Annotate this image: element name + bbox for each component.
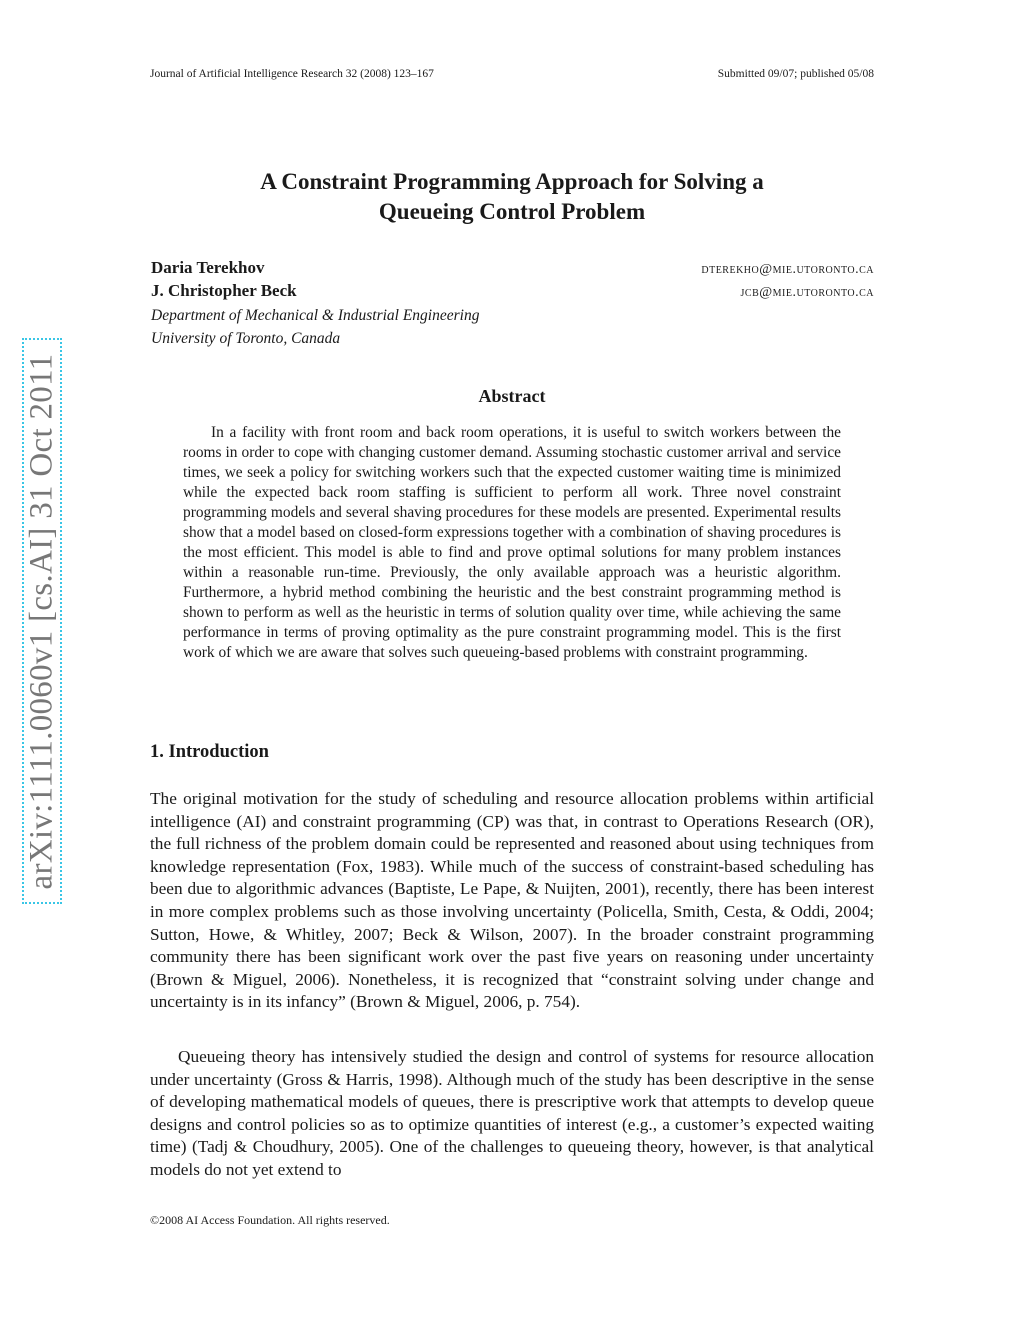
author-name: Daria Terekhov (151, 258, 265, 277)
submission-dates: Submitted 09/07; published 05/08 (717, 68, 874, 80)
abstract-heading: Abstract (478, 386, 546, 406)
copyright-footer: ©2008 AI Access Foundation. All rights reserved. (150, 1213, 390, 1227)
body-paragraph: Queueing theory has intensively studied the design and control of systems for resource allocation under uncertainty (Gross & Harris, 1998). Although much of the study has been descriptive in the sense of developing mathematical models of queues, there is prescriptive work that attempts to develop queue designs and control policies so as to optimize quantities of interest (e.g., a customer’s expected waiting time) (Tadj & Choudhury, 2005). One of the challenges to queueing theory, however, is that analytical models do not yet extend to (150, 1047, 874, 1179)
author-name: J. Christopher Beck (151, 281, 297, 300)
arxiv-identifier: arXiv:1111.0060v1 [cs.AI] 31 Oct 2011 (23, 353, 60, 889)
abstract-text: In a facility with front room and back room operations, it is useful to switch workers between the rooms in order to cope with changing customer demand. Assuming stochastic customer arrival and service times, we seek a policy for switching workers such that the expected customer waiting time is minimized while the expected back room staffing is sufficient to perform all work. Three novel constraint programming models and several shaving procedures for these models are presented. Experimental results show that a model based on closed-form expressions together with a combination of shaving procedures is the most efficient. This model is able to find and prove optimal solutions for many problem instances within a reasonable run-time. Previously, the only available approach was a heuristic algorithm. Furthermore, a hybrid method combining the heuristic and the best constraint programming method is shown to perform as well as the heuristic in terms of solution quality over time, while achieving the same performance in terms of proving optimality as the pure constraint programming model. This is the first work of which we are aware that solves such queueing-based problems with constraint programming. (183, 424, 841, 661)
journal-citation: Journal of Artificial Intelligence Research 32 (2008) 123–167 (150, 68, 434, 80)
author-row (151, 258, 874, 281)
running-head (150, 68, 874, 80)
author-email[interactable]: dterekho@mie.utoronto.ca (701, 262, 874, 277)
title-line-1: A Constraint Programming Approach for Solving a (260, 169, 764, 194)
author-row (151, 281, 874, 304)
author-email[interactable]: jcb@mie.utoronto.ca (740, 285, 874, 300)
body-paragraph: The original motivation for the study of scheduling and resource allocation problems within artificial intelligence (AI) and constraint programming (CP) was that, in contrast to Operations Research (OR), the full richness of the problem domain could be represented and reasoned about using techniques from knowledge representation (Fox, 1983). While much of the success of constraint-based scheduling has been due to algorithmic advances (Baptiste, Le Pape, & Nuijten, 2001), recently, there has been interest in more complex problems such as those involving uncertainty (Policella, Smith, Cesta, & Oddi, 2004; Sutton, Howe, & Whitley, 2007; Beck & Wilson, 2007). In the broader constraint programming community there has been significant work over the past five years on reasoning under uncertainty (Brown & Miguel, 2006). Nonetheless, it is recognized that “constraint solving under change and uncertainty is in its infancy” (Brown & Miguel, 2006, p. 754). (150, 789, 874, 1012)
title-line-2: Queueing Control Problem (378, 199, 646, 224)
paper-title (150, 167, 874, 227)
author-block (151, 258, 874, 350)
university: University of Toronto, Canada (151, 330, 341, 347)
department: Department of Mechanical & Industrial Engineering (151, 307, 480, 324)
arxiv-stamp[interactable] (22, 338, 62, 904)
section-heading: 1. Introduction (150, 742, 269, 762)
